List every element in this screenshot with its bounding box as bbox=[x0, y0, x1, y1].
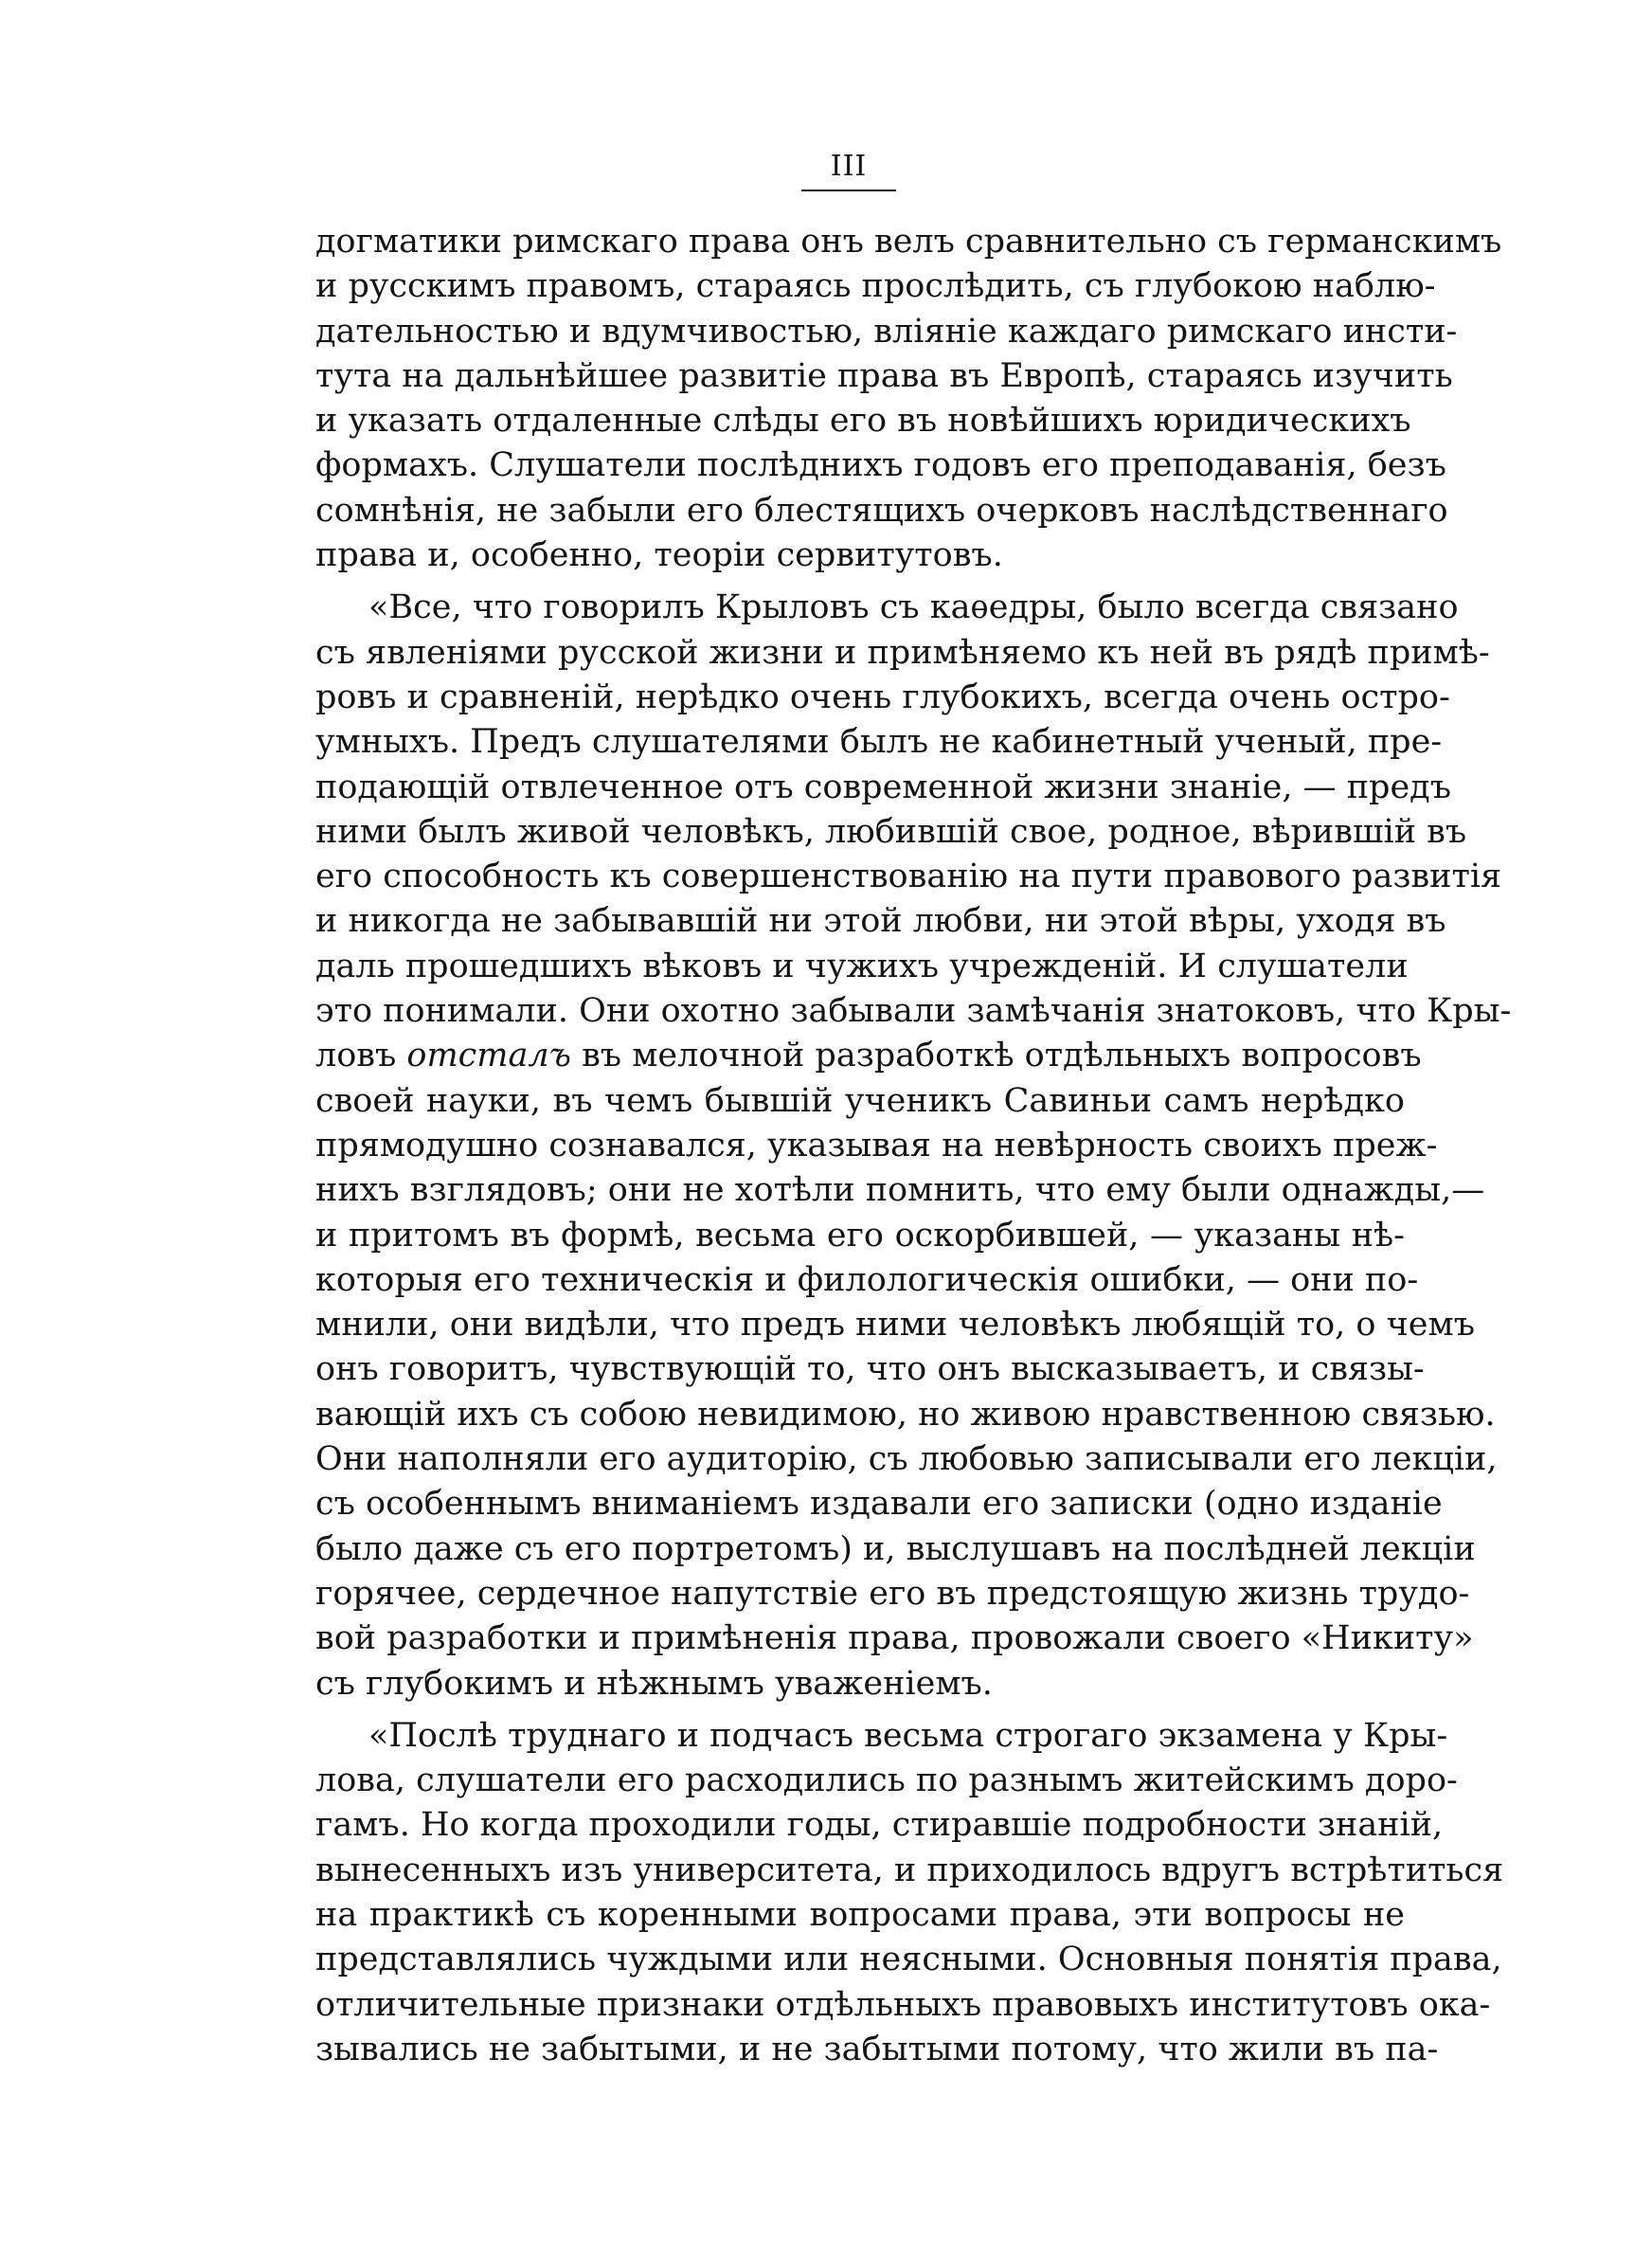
text-line: вающій ихъ съ собою невидимою, но живою нравственною связью. bbox=[315, 1395, 1496, 1434]
text-line: съ особеннымъ вниманіемъ издавали его записки (одно изданіе bbox=[315, 1485, 1443, 1524]
text-line: своей науки, въ чемъ бывшій ученикъ Савиньи самъ нерѣдко bbox=[315, 1081, 1405, 1120]
text-line: онъ говоритъ, чувствующій то, что онъ высказываетъ, и связы- bbox=[315, 1350, 1425, 1389]
text-line: «Все, что говорилъ Крыловъ съ каѳедры, было всегда связано bbox=[368, 588, 1459, 627]
text-line: дательностью и вдумчивостью, вліяніе каждаго римскаго инсти- bbox=[315, 312, 1458, 351]
text-line: гамъ. Но когда проходили годы, стиравшіе подробности знаній, bbox=[315, 1806, 1444, 1845]
text-run: ловъ bbox=[315, 1037, 397, 1075]
text-line: и указать отдаленные слѣды его въ новѣйшихъ юридическихъ bbox=[315, 402, 1411, 441]
text-line: представлялись чуждыми или неясными. Основныя понятія права, bbox=[315, 1941, 1502, 1979]
text-line: горячее, сердечное напутствіе его въ предстоящую жизнь трудо- bbox=[315, 1574, 1470, 1613]
text-line: мнили, они видѣли, что предъ ними человѣкъ любящій то, о чемъ bbox=[315, 1306, 1475, 1345]
text-line: отличительные признаки отдѣльныхъ правовыхъ институтовъ ока- bbox=[315, 1985, 1491, 2024]
text-run: въ мелочной разработкѣ отдѣльныхъ вопросовъ bbox=[582, 1037, 1422, 1075]
text-line: его способность къ совершенствованію на пути правового развитія bbox=[315, 858, 1502, 896]
text-line: и никогда не забывавшій ни этой любви, ни этой вѣры, уходя въ bbox=[315, 902, 1446, 941]
page-number-rule bbox=[801, 190, 896, 191]
text-line: съ явленіями русской жизни и примѣняемо къ ней въ рядѣ примѣ- bbox=[315, 633, 1490, 672]
text-line: Они наполняли его аудиторію, съ любовью записывали его лекціи, bbox=[315, 1440, 1498, 1479]
text-line: вынесенныхъ изъ университета, и приходилось вдругъ встрѣтиться bbox=[315, 1851, 1504, 1889]
text-line: которыя его техническія и филологическія ошибки, — они по- bbox=[315, 1260, 1419, 1299]
paragraph-gap bbox=[315, 578, 1405, 586]
text-line: и притомъ въ формѣ, весьма его оскорбившей, — указаны нѣ- bbox=[315, 1216, 1405, 1255]
text-line: тута на дальнѣйшее развитіе права въ Европѣ, стараясь изучить bbox=[315, 356, 1453, 395]
italic-word: отсталъ bbox=[406, 1037, 571, 1075]
text-line: «Послѣ труднаго и подчасъ весьма строгаго экзамена у Кры- bbox=[368, 1716, 1448, 1755]
text-line: вой разработки и примѣненія права, провожали своего «Никиту» bbox=[315, 1619, 1474, 1658]
text-line: даль прошедшихъ вѣковъ и чужихъ учрежденій. И слушатели bbox=[315, 947, 1409, 985]
text-line: подающій отвлеченное отъ современной жизни знаніе, — предъ bbox=[315, 767, 1451, 806]
text-line-with-italic bbox=[315, 1034, 1422, 1078]
text-line: это понимали. Они охотно забывали замѣчанія знатоковъ, что Кры- bbox=[315, 992, 1512, 1031]
text-line: догматики римскаго права онъ велъ сравнительно съ германскимъ bbox=[315, 223, 1502, 261]
text-line: съ глубокимъ и нѣжнымъ уваженіемъ. bbox=[315, 1664, 993, 1703]
paragraph-gap bbox=[315, 1706, 1405, 1714]
text-line: права и, особенно, теоріи сервитутовъ. bbox=[315, 536, 1003, 575]
text-line: формахъ. Слушатели послѣднихъ годовъ его преподаванія, безъ bbox=[315, 446, 1446, 485]
page-number: III bbox=[830, 150, 868, 183]
text-line: на практикѣ съ коренными вопросами права, эти вопросы не bbox=[315, 1895, 1405, 1934]
text-line: умныхъ. Предъ слушателями былъ не кабинетный ученый, пре- bbox=[315, 723, 1443, 762]
text-line: было даже съ его портретомъ) и, выслушавъ на послѣдней лекціи bbox=[315, 1529, 1476, 1568]
text-line: лова, слушатели его расходились по разнымъ житейскимъ доро- bbox=[315, 1761, 1458, 1800]
paragraph-1 bbox=[315, 220, 1502, 578]
text-line: зывались не забытыми, и не забытыми потому, что жили въ па- bbox=[315, 2030, 1439, 2068]
text-line: нихъ взглядовъ; они не хотѣли помнить, что ему были однажды,— bbox=[315, 1171, 1485, 1210]
text-line: ровъ и сравненій, нерѣдко очень глубокихъ, всегда очень остро- bbox=[315, 677, 1450, 716]
paragraph-2 bbox=[315, 586, 1512, 1706]
text-line: сомнѣнія, не забыли его блестящихъ очерковъ наслѣдственнаго bbox=[315, 491, 1448, 530]
text-line: прямодушно сознавался, указывая на невѣрность своихъ преж- bbox=[315, 1126, 1438, 1165]
paragraph-3 bbox=[315, 1714, 1504, 2072]
body-text bbox=[315, 220, 1512, 2072]
text-line: ними былъ живой человѣкъ, любившій свое, родное, вѣрившій въ bbox=[315, 812, 1467, 851]
text-line: и русскимъ правомъ, стараясь прослѣдить, съ глубокою наблю- bbox=[315, 267, 1436, 306]
